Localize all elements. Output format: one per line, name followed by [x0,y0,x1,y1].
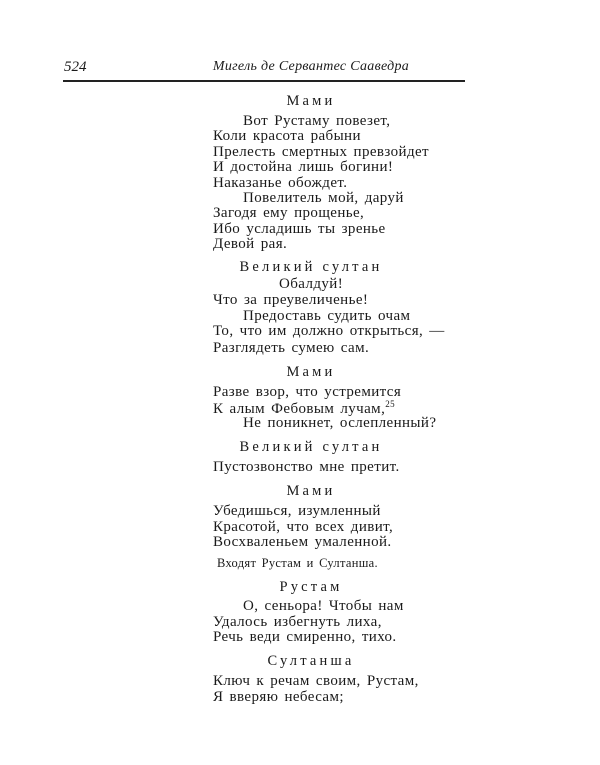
verse-line: Речь веди смиренно, тихо. [213,629,397,645]
verse-line: Наказанье обождет. [213,175,348,191]
verse-line: Я вверяю небесам; [213,689,344,705]
verse-line: О, сеньора! Чтобы нам [243,598,404,614]
verse-line: И достойна лишь богини! [213,159,394,175]
verse-line: Убедишься, изумленный [213,503,381,519]
page-number: 524 [64,59,87,75]
verse-line: Коли красота рабыни [213,128,361,144]
header-rule [63,80,465,82]
speaker-name: Мами [286,364,336,380]
verse-line: Разве взор, что устремится [213,384,402,400]
verse-line: Пустозвонство мне претит. [213,459,400,475]
verse-line: Что за преувеличенье! [213,292,369,308]
verse-line: Загодя ему прощенье, [213,205,365,221]
verse-line: Ибо усладишь ты зренье [213,221,386,237]
speaker-name: Мами [286,93,336,109]
verse-line: Удалось избегнуть лиха, [213,614,382,630]
verse-line: Предоставь судить очам [243,308,411,324]
verse-line: Повелитель мой, даруй [243,190,404,206]
speaker-name: Великий султан [239,259,383,275]
verse-line: Обалдуй! [279,276,344,292]
speaker-name: Рустам [279,579,343,595]
footnote-marker: 25 [385,399,396,409]
verse-line: Красотой, что всех дивит, [213,519,394,535]
verse-line: Восхваленьем умаленной. [213,534,392,550]
speaker-name: Великий султан [239,439,383,455]
speaker-name: Султанша [267,653,355,669]
verse-line: Девой рая. [213,236,288,252]
verse-line: Не поникнет, ослепленный? [243,415,437,431]
speaker-name: Мами [286,483,336,499]
verse-line: То, что им должно открыться, — [213,323,445,339]
verse-line: Вот Рустаму повезет, [243,113,391,129]
verse-line: Ключ к речам своим, Рустам, [213,673,419,689]
verse-line: Разглядеть сумею сам. [213,340,370,356]
running-title: Мигель де Сервантес Сааведра [212,59,410,74]
stage-direction: Входят Рустам и Султанша. [217,556,378,570]
verse-text: К алым Фебовым лучам, [213,401,386,417]
verse-line: Прелесть смертных превзойдет [213,144,430,160]
